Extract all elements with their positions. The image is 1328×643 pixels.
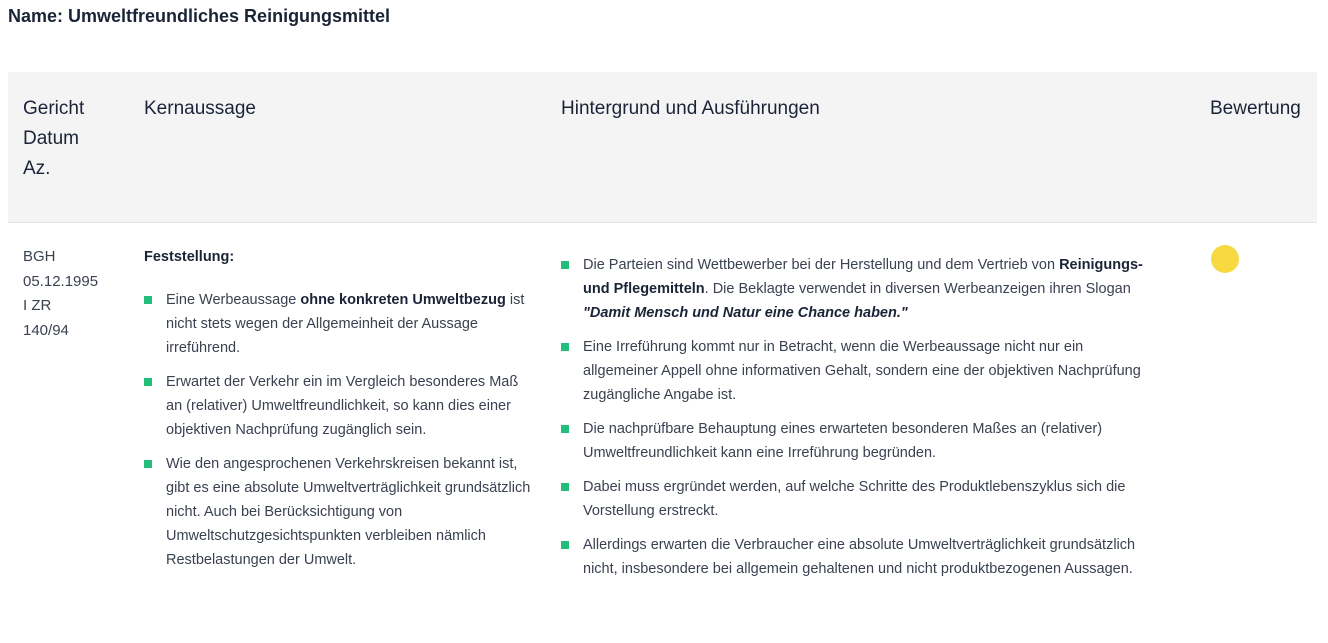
bullet-square-icon	[561, 343, 569, 351]
rating-yellow-dot-icon	[1211, 245, 1239, 273]
list-item: Erwartet der Verkehr ein im Vergleich besonderes Maß an (relativer) Umweltfreundlichkeit, so kann dies einer objektiven Nachprüfung zugänglich sein.	[144, 370, 534, 442]
ruling-table	[8, 72, 1317, 643]
list-item: Eine Werbeaussage ohne konkreten Umweltbezug ist nicht stets wegen der Allgemeinheit der Aussage irreführend.	[144, 288, 534, 360]
decision-date: 05.12.1995	[23, 272, 99, 290]
table-header	[8, 72, 1317, 223]
bullet-square-icon	[561, 425, 569, 433]
court-cell	[23, 245, 98, 343]
background-cell	[561, 253, 1161, 591]
bullet-square-icon	[144, 378, 152, 386]
list-item: Wie den angesprochenen Verkehrskreisen bekannt ist, gibt es eine absolute Umweltverträglichkeit grundsätzlich nicht. Auch bei Berücksichtigung von Umweltschutzgesichtspunkten verbleiben nämlich Restbelastungen der Umwelt.	[144, 452, 534, 572]
header-core-statement: Kernaussage	[144, 98, 256, 119]
list-item: Die nachprüfbare Behauptung eines erwarteten besonderen Maßes an (relativer) Umweltfreundlichkeit kann eine Irreführung begründen.	[561, 417, 1161, 465]
background-list	[561, 253, 1161, 581]
header-court-line: Gericht	[23, 98, 85, 119]
core-lead-label: Feststellung:	[144, 249, 235, 265]
court-name: BGH	[23, 248, 56, 265]
header-date-line: Datum	[23, 128, 79, 149]
list-item: Allerdings erwarten die Verbraucher eine absolute Umweltverträglichkeit grundsätzlich nicht, insbesondere bei allgemein gehaltenen und nicht produktbezogenen Aussagen.	[561, 533, 1161, 581]
bullet-square-icon	[561, 261, 569, 269]
bullet-square-icon	[561, 541, 569, 549]
page-title: Name: Umweltfreundliches Reinigungsmittel	[8, 6, 391, 26]
bullet-square-icon	[144, 296, 152, 304]
core-statement-cell	[144, 245, 534, 582]
list-item: Dabei muss ergründet werden, auf welche Schritte des Produktlebenszyklus sich die Vorstellung erstreckt.	[561, 475, 1161, 523]
core-statement-list	[144, 288, 534, 572]
slogan-quote: "Damit Mensch und Natur eine Chance haben."	[583, 305, 908, 321]
bullet-square-icon	[144, 460, 152, 468]
file-number-part2: 140/94	[23, 321, 69, 339]
list-item: Eine Irreführung kommt nur in Betracht, wenn die Werbeaussage nicht nur ein allgemeiner Appell ohne informativen Gehalt, sondern eine der objektiven Nachprüfung zugängliche Angabe ist.	[561, 335, 1161, 407]
file-number-part1: I ZR	[23, 297, 52, 314]
list-item: Die Parteien sind Wettbewerber bei der Herstellung und dem Vertrieb von Reinigungs- und Pflegemitteln. Die Beklagte verwendet in diversen Werbeanzeigen ihren Slogan "Damit Mensch und Natur eine Chance haben."	[561, 253, 1161, 325]
header-az-line: Az.	[23, 158, 51, 179]
header-rating: Bewertung	[1210, 98, 1301, 119]
header-background: Hintergrund und Ausführungen	[561, 98, 820, 119]
bullet-square-icon	[561, 483, 569, 491]
table-row	[8, 223, 1317, 643]
header-court-date-az	[23, 94, 84, 184]
